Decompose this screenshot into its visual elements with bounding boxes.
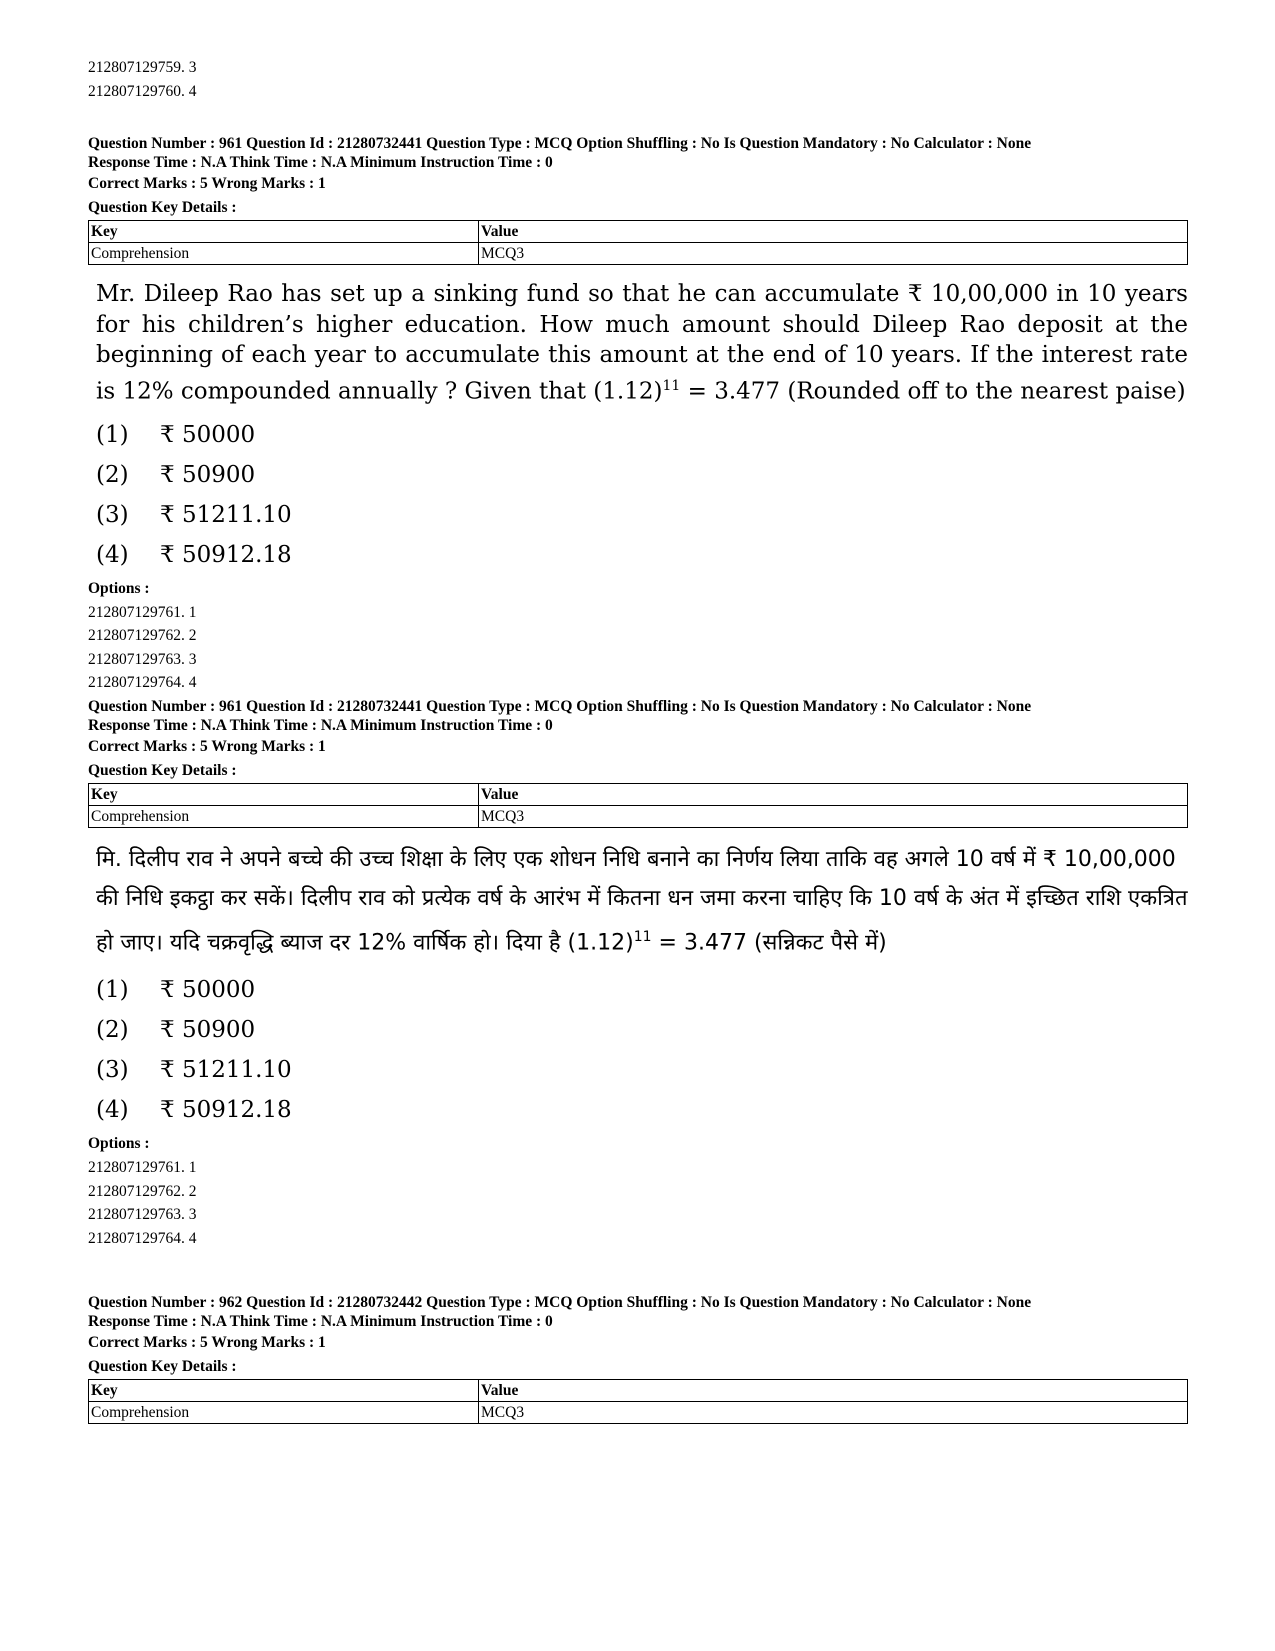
choice-text: ₹ 50912.18 bbox=[160, 541, 292, 568]
answer-choice bbox=[96, 535, 1188, 575]
question-text bbox=[96, 840, 1188, 962]
question-text-tail: = 3.477 (Rounded off to the nearest paise) bbox=[680, 378, 1186, 405]
question-meta-line1: Question Number : 961 Question Id : 21280732441 Question Type : MCQ Option Shuffling : No Is Question Mandatory : No Calculator : None bbox=[88, 135, 1032, 152]
answer-choice bbox=[96, 1090, 1188, 1130]
answer-choices bbox=[96, 415, 1188, 575]
option-line: 212807129759. 3 bbox=[88, 59, 197, 76]
question-block-961-hi bbox=[88, 697, 1188, 1250]
exponent: 11 bbox=[633, 929, 652, 945]
value-cell: MCQ3 bbox=[479, 1402, 1188, 1424]
key-header: Key bbox=[89, 1380, 479, 1402]
key-details-table bbox=[88, 783, 1188, 828]
option-line: 212807129764. 4 bbox=[88, 674, 197, 692]
choice-number: (3) bbox=[96, 501, 129, 528]
key-cell: Comprehension bbox=[89, 806, 479, 828]
key-details-table bbox=[88, 1379, 1188, 1424]
question-meta-line2: Response Time : N.A Think Time : N.A Minimum Instruction Time : 0 bbox=[88, 1313, 553, 1330]
answer-choice bbox=[96, 1050, 1188, 1090]
question-meta-line1: Question Number : 961 Question Id : 21280732441 Question Type : MCQ Option Shuffling : No Is Question Mandatory : No Calculator : None bbox=[88, 698, 1032, 715]
options-list bbox=[88, 601, 1188, 695]
question-meta-line2: Response Time : N.A Think Time : N.A Minimum Instruction Time : 0 bbox=[88, 154, 553, 171]
answer-choices bbox=[96, 970, 1188, 1130]
value-header: Value bbox=[479, 1380, 1188, 1402]
options-list bbox=[88, 1156, 1188, 1250]
value-header: Value bbox=[479, 784, 1188, 806]
options-label: Options : bbox=[88, 579, 150, 597]
marks-line: Correct Marks : 5 Wrong Marks : 1 bbox=[88, 175, 326, 192]
question-block-961-en bbox=[88, 134, 1188, 695]
answer-choice bbox=[96, 495, 1188, 535]
previous-options-list bbox=[88, 56, 1188, 103]
exponent: 11 bbox=[662, 377, 681, 394]
question-meta-line2: Response Time : N.A Think Time : N.A Minimum Instruction Time : 0 bbox=[88, 717, 553, 734]
option-line: 212807129763. 3 bbox=[88, 650, 197, 668]
answer-choice bbox=[96, 970, 1188, 1010]
question-text bbox=[96, 279, 1188, 407]
value-cell: MCQ3 bbox=[479, 243, 1188, 265]
choice-text: ₹ 51211.10 bbox=[160, 1057, 292, 1084]
option-line: 212807129762. 2 bbox=[88, 1182, 197, 1200]
options-label: Options : bbox=[88, 1135, 150, 1153]
option-line: 212807129760. 4 bbox=[88, 82, 197, 100]
choice-text: ₹ 50900 bbox=[160, 461, 256, 488]
question-text-main: Mr. Dileep Rao has set up a sinking fund so that he can accumulate ₹ 10,00,000 in 10 years for his children’s higher education. How much amount should Dileep Rao deposit at the beginning of each year to accumulate this amount at the end of 10 years. If the interest rate is 12% compounded annually ? Given that (1.12) bbox=[96, 281, 1188, 405]
key-header: Key bbox=[89, 221, 479, 243]
choice-number: (1) bbox=[96, 977, 129, 1004]
choice-text: ₹ 50900 bbox=[160, 1017, 256, 1044]
marks-line: Correct Marks : 5 Wrong Marks : 1 bbox=[88, 738, 326, 755]
option-line: 212807129764. 4 bbox=[88, 1229, 197, 1247]
question-text-tail: = 3.477 (सन्निकट पैसे में) bbox=[651, 930, 887, 956]
question-meta-line1: Question Number : 962 Question Id : 21280732442 Question Type : MCQ Option Shuffling : No Is Question Mandatory : No Calculator : None bbox=[88, 1294, 1032, 1311]
choice-number: (2) bbox=[96, 461, 129, 488]
value-cell: MCQ3 bbox=[479, 806, 1188, 828]
choice-number: (4) bbox=[96, 1097, 129, 1124]
choice-text: ₹ 50000 bbox=[160, 977, 256, 1004]
choice-text: ₹ 50000 bbox=[160, 421, 256, 448]
choice-text: ₹ 50912.18 bbox=[160, 1097, 292, 1124]
key-details-label: Question Key Details : bbox=[88, 199, 237, 216]
answer-choice bbox=[96, 1010, 1188, 1050]
key-cell: Comprehension bbox=[89, 1402, 479, 1424]
value-header: Value bbox=[479, 221, 1188, 243]
answer-choice bbox=[96, 455, 1188, 495]
choice-number: (1) bbox=[96, 421, 129, 448]
key-cell: Comprehension bbox=[89, 243, 479, 265]
question-block-962 bbox=[88, 1293, 1188, 1424]
key-details-label: Question Key Details : bbox=[88, 1358, 237, 1375]
choice-number: (2) bbox=[96, 1017, 129, 1044]
key-details-table bbox=[88, 220, 1188, 265]
answer-choice bbox=[96, 415, 1188, 455]
marks-line: Correct Marks : 5 Wrong Marks : 1 bbox=[88, 1334, 326, 1351]
choice-number: (3) bbox=[96, 1057, 129, 1084]
question-text-main: मि. दिलीप राव ने अपने बच्चे की उच्च शिक्षा के लिए एक शोधन निधि बनाने का निर्णय लिया ताकि वह अगले 10 वर्ष में ₹ 10,00,000 की निधि इकट्ठा कर सकें। दिलीप राव को प्रत्येक वर्ष के आरंभ में कितना धन जमा करना चाहिए कि 10 वर्ष के अंत में इच्छित राशि एकत्रित हो जाए। यदि चक्रवृद्धि ब्याज दर 12% वार्षिक हो। दिया है (1.12) bbox=[96, 847, 1188, 956]
option-line: 212807129761. 1 bbox=[88, 1159, 197, 1177]
choice-text: ₹ 51211.10 bbox=[160, 501, 292, 528]
option-line: 212807129761. 1 bbox=[88, 603, 197, 621]
key-header: Key bbox=[89, 784, 479, 806]
option-line: 212807129762. 2 bbox=[88, 627, 197, 645]
option-line: 212807129763. 3 bbox=[88, 1206, 197, 1224]
key-details-label: Question Key Details : bbox=[88, 762, 237, 779]
choice-number: (4) bbox=[96, 541, 129, 568]
